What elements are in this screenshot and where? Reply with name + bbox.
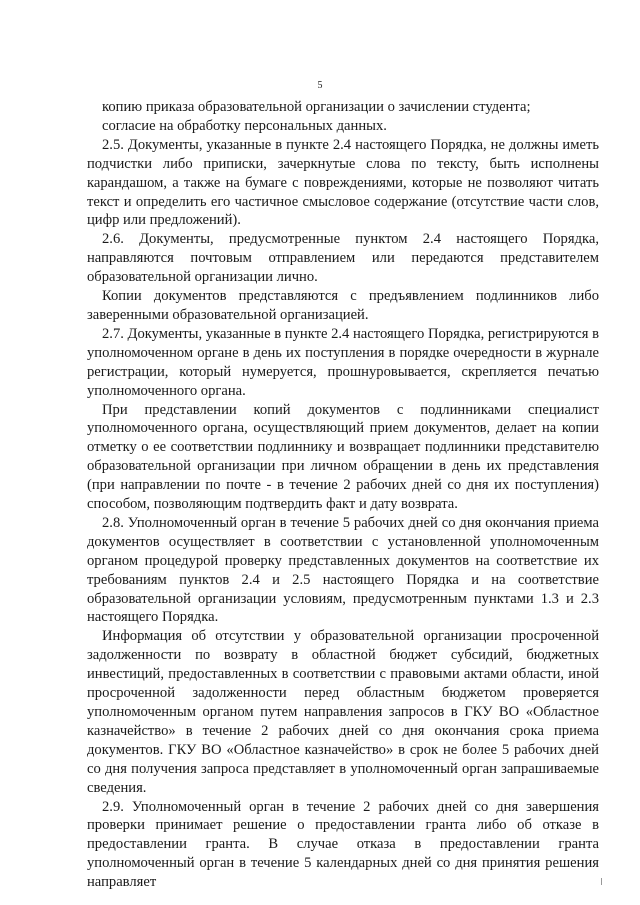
clause-2-9: 2.9. Уполномоченный орган в течение 2 рабочих дней со дня завершения проверки принимает решение о предоставлении гранта либо об отказе в предоставлении гранта. В случае отказа в предоставлении гранта уполномоченный орган в течение 5 календарных дней со дня принятия решения направляет	[87, 798, 599, 891]
clause-2-6: 2.6. Документы, предусмотренные пунктом 2.4 настоящего Порядка, направляются почтовым отправлением или передаются представителем образовательной организации лично.	[87, 231, 599, 286]
paragraph-copies-with-originals: Копии документов представляются с предъявлением подлинников либо заверенными образовательной организацией.	[87, 288, 599, 323]
clause-2-8: 2.8. Уполномоченный орган в течение 5 рабочих дней со дня окончания приема документов осуществляет в соответствии с установленной уполномоченным органом процедурой проверку представленных документов на соответствие их требованиям пунктов 2.4 и 2.5 настоящего Порядка и на соответствие образовательной организации условиям, предусмотренным пунктами 1.3 и 2.3 настоящего Порядка.	[87, 514, 599, 626]
paragraph-copies-verification: При представлении копий документов с подлинниками специалист уполномоченного органа, осуществляющий прием документов, делает на копии отметку о ее соответствии подлиннику и возвращает подлинники представителю образовательной организации при личном обращении в день их представления (при направлении по почте - в течение 2 рабочих дней со дня их поступления) способом, позволяющим подтвердить факт и дату возврата.	[87, 401, 599, 513]
page-number: 5	[317, 80, 323, 91]
document-body	[87, 98, 599, 892]
scan-artifact	[601, 878, 602, 885]
paragraph-personal-data-consent: согласие на обработку персональных данных.	[102, 117, 387, 134]
paragraph-student-order-copy: копию приказа образовательной организации о зачислении студента;	[102, 99, 531, 115]
paragraph-debt-information: Информация об отсутствии у образовательной организации просроченной задолженности по возврату в областной бюджет субсидий, бюджетных инвестиций, предоставленных в соответствии с правовыми актами области, иной просроченной задолженности перед областным бюджетом проверяется уполномоченным органом путем направления запросов в ГКУ ВО «Областное казначейство» в течение 2 рабочих дней со дня окончания срока приема документов. ГКУ ВО «Областное казначейство» в срок не более 5 рабочих дней со дня получения запроса представляет в уполномоченный орган запрашиваемые сведения.	[87, 628, 599, 796]
clause-2-7: 2.7. Документы, указанные в пункте 2.4 настоящего Порядка, регистрируются в уполномоченном органе в день их поступления в порядке очередности в журнале регистрации, который нумеруется, прошнуровывается, скрепляется печатью уполномоченного органа.	[87, 325, 599, 399]
clause-2-5: 2.5. Документы, указанные в пункте 2.4 настоящего Порядка, не должны иметь подчистки либо приписки, зачеркнутые слова по тексту, быть исполнены карандашом, а также на бумаге с повреждениями, которые не позволяют читать текст и определить его частичное смысловое содержание (отсутствие части слов, цифр или предложений).	[87, 136, 599, 229]
